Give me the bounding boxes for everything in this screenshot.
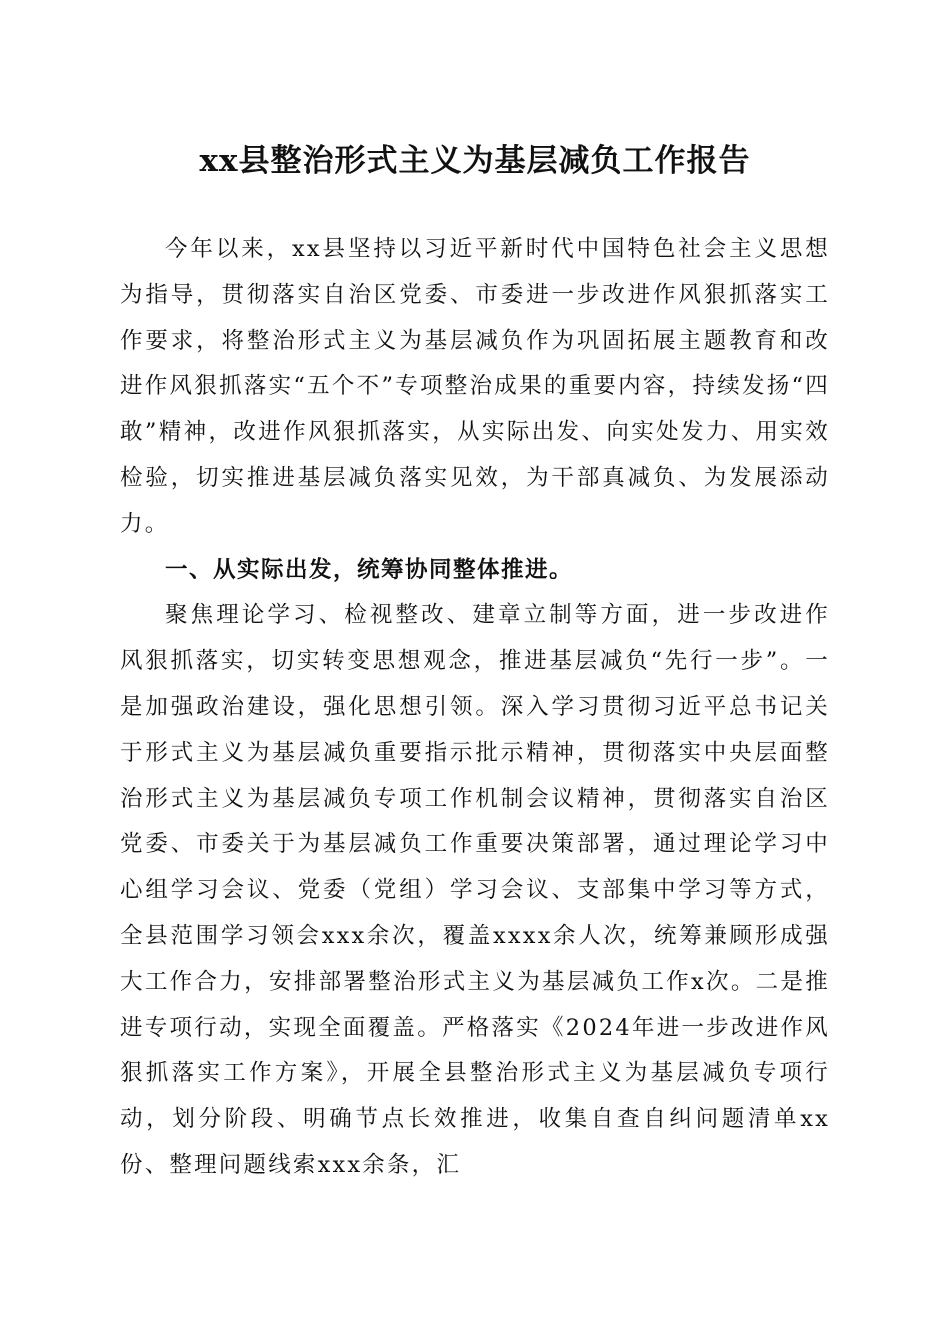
document-title: xx县整治形式主义为基层减负工作报告 bbox=[199, 143, 751, 179]
intro-paragraph: 今年以来，xx县坚持以习近平新时代中国特色社会主义思想为指导，贯彻落实自治区党委、市委进一步改进作风狠抓落实工作要求，将整治形式主义为基层减负作为巩固拓展主题教育和改进作风狠抓落实“五个不”专项整治成果的重要内容，持续发扬“四敢”精神，改进作风狠抓落实，从实际出发、向实处发力、用实效检验，切实推进基层减负落实见效，为干部真减负、为发展添动力。 bbox=[120, 236, 830, 537]
document-body bbox=[120, 227, 830, 1189]
section-paragraph-1: 聚焦理论学习、检视整改、建章立制等方面，进一步改进作风狠抓落实，切实转变思想观念，推进基层减负“先行一步”。一是加强政治建设，强化思想引领。深入学习贯彻习近平总书记关于形式主义为基层减负重要指示批示精神，贯彻落实中央层面整治形式主义为基层减负专项工作机制会议精神，贯彻落实自治区党委、市委关于为基层减负工作重要决策部署，通过理论学习中心组学习会议、党委（党组）学习会议、支部集中学习等方式，全县范围学习领会xxx余次，覆盖xxxx余人次，统筹兼顾形成强大工作合力，安排部署整治形式主义为基层减负工作x次。二是推进专项行动，实现全面覆盖。严格落实《2024年进一步改进作风狠抓落实工作方案》，开展全县整治形式主义为基层减负专项行动，划分阶段、明确节点长效推进，收集自查自纠问题清单xx份、整理问题线索xxx余条，汇 bbox=[120, 602, 830, 1178]
section-heading-1: 一、从实际出发，统筹协同整体推进。 bbox=[165, 556, 574, 583]
